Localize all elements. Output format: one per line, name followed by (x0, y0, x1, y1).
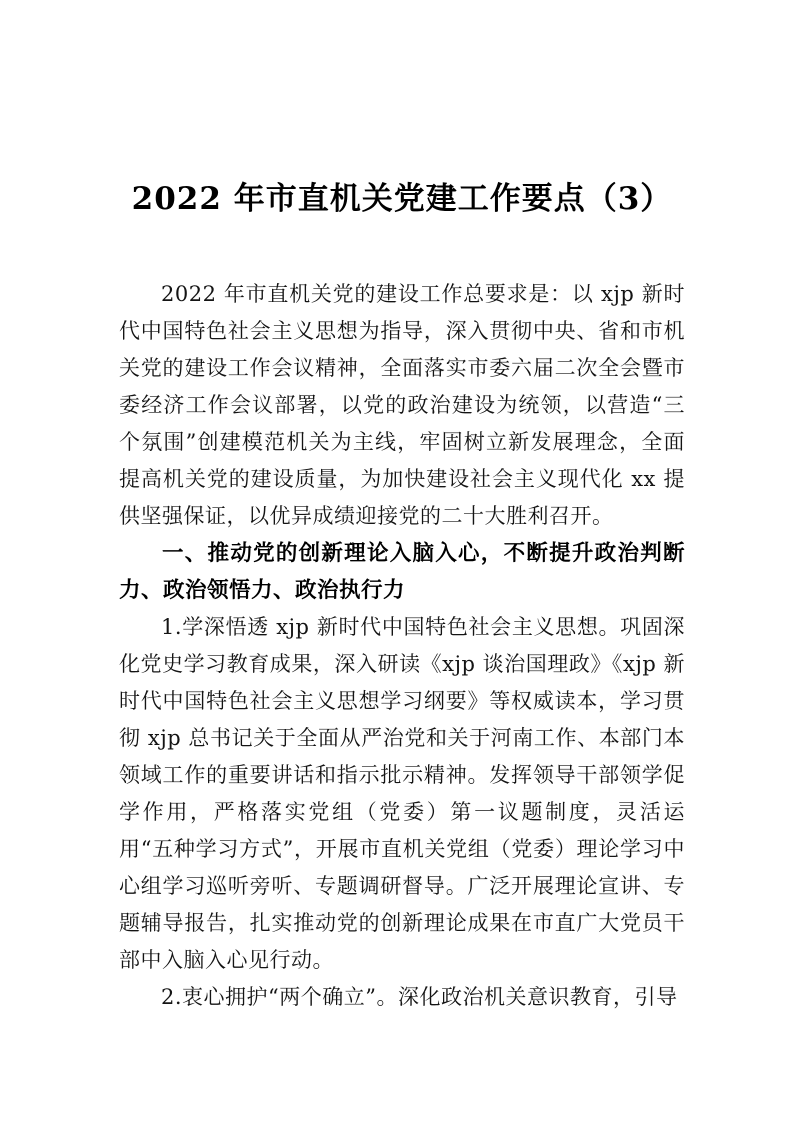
section-heading-1: 一、推动党的创新理论入脑入心，不断提升政治判断力、政治领悟力、政治执行力 (119, 541, 685, 603)
document-title: 2022 年市直机关党建工作要点（3） (131, 181, 673, 217)
section1-item-2: 2.衷心拥护“两个确立”。深化政治机关意识教育，引导 (161, 985, 678, 1009)
section1-item-1: 1.学深悟透 xjp 新时代中国特色社会主义思想。巩固深化党史学习教育成果，深入研读《xjp 谈治国理政》《xjp 新时代中国特色社会主义思想学习纲要》等权威读本，学习贯彻 xjp 总书记关于全面从严治党和关于河南工作、本部门本领域工作的重要讲话和指示批示精神。发挥领导干部领学促学作用，严格落实党组（党委）第一议题制度，灵活运用“五种学习方式”，开展市直机关党组（党委）理论学习中心组学习巡听旁听、专题调研督导。广泛开展理论宣讲、专题辅导报告，扎实推动党的创新理论成果在市直广大党员干部中入脑入心见行动。 (119, 615, 685, 972)
intro-paragraph: 2022 年市直机关党的建设工作总要求是：以 xjp 新时代中国特色社会主义思想为指导，深入贯彻中央、省和市机关党的建设工作会议精神，全面落实市委六届二次全会暨市委经济工作会议部署，以党的政治建设为统领，以营造“三个氛围”创建模范机关为主线，牢固树立新发展理念，全面提高机关党的建设质量，为加快建设社会主义现代化 xx 提供坚强保证，以优异成绩迎接党的二十大胜利召开。 (119, 282, 685, 528)
